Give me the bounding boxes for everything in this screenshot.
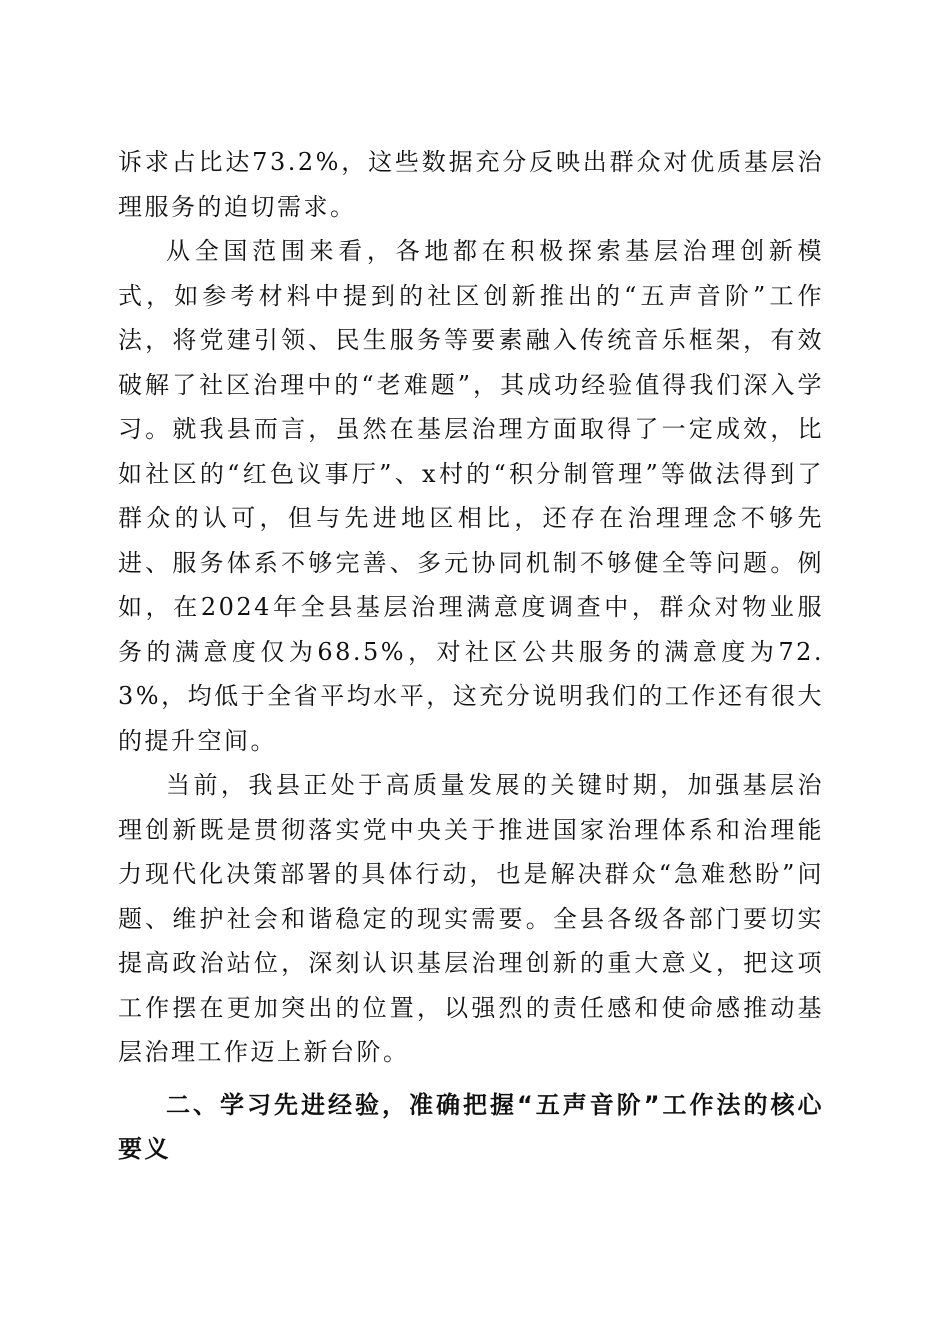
paragraph-current-situation: 当前，我县正处于高质量发展的关键时期，加强基层治理创新既是贯彻落实党中央关于推进国家治理体系和治理能力现代化决策部署的具体行动，也是解决群众“急难愁盼”问题、维护社会和谐稳定的现实需要。全县各级各部门要切实提高政治站位，深刻认识基层治理创新的重大意义，把这项工作摆在更加突出的位置，以强烈的责任感和使命感推动基层治理工作迈上新台阶。 [118, 771, 824, 1066]
section-heading: 二、学习先进经验，准确把握“五声音阶”工作法的核心要义 [118, 1090, 824, 1163]
document-body [118, 140, 824, 1172]
paragraph-national-exploration: 从全国范围来看，各地都在积极探索基层治理创新模式，如参考材料中提到的社区创新推出的“五声音阶”工作法，将党建引领、民生服务等要素融入传统音乐框架，有效破解了社区治理中的“老难题”，其成功经验值得我们深入学习。就我县而言，虽然在基层治理方面取得了一定成效，比如社区的“红色议事厅”、x村的“积分制管理”等做法得到了群众的认可，但与先进地区相比，还存在治理理念不够先进、服务体系不够完善、多元协同机制不够健全等问题。例如，在2024年全县基层治理满意度调查中，群众对物业服务的满意度仅为68.5%，对社区公共服务的满意度为72.3%，均低于全省平均水平，这充分说明我们的工作还有很大的提升空间。 [118, 237, 824, 755]
paragraph-continuation: 诉求占比达73.2%，这些数据充分反映出群众对优质基层治理服务的迫切需求。 [118, 148, 824, 221]
